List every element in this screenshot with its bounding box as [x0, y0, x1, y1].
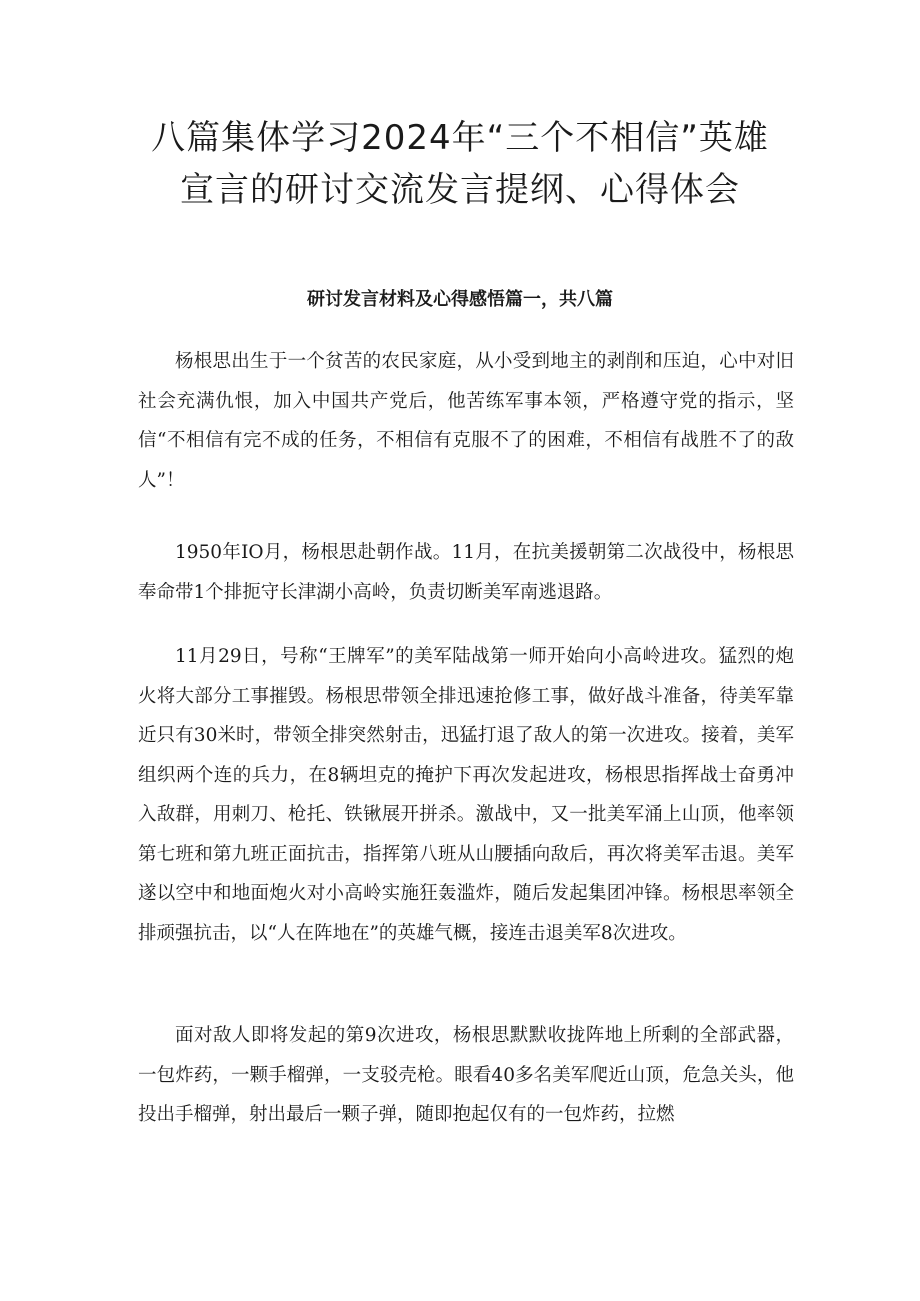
title-line-2: 宣言的研讨交流发言提纲、心得体会 [180, 170, 740, 210]
body-paragraph: 面对敌人即将发起的第9次进攻，杨根思默默收拢阵地上所剩的全部武器，一包炸药，一颗手榴弹，一支驳壳枪。眼看40多名美军爬近山顶，危急关头，他投出手榴弹，射出最后一颗子弹，随即抱起仅有的一包炸药，拉燃 [138, 1025, 794, 1125]
body-paragraph: 1950年IO月，杨根思赴朝作战。11月，在抗美援朝第二次战役中，杨根思奉命带1个排扼守长津湖小高岭，负责切断美军南逃退路。 [138, 542, 794, 603]
body-paragraph: 11月29日，号称“王牌军”的美军陆战第一师开始向小高岭进攻。猛烈的炮火将大部分工事摧毁。杨根思带领全排迅速抢修工事，做好战斗准备，待美军靠近只有30米时，带领全排突然射击，迅猛打退了敌人的第一次进攻。接着，美军组织两个连的兵力，在8辆坦克的掩护下再次发起进攻，杨根思指挥战士奋勇冲入敌群，用刺刀、枪托、铁锹展开拼杀。激战中，又一批美军涌上山顶，他率领第七班和第九班正面抗击，指挥第八班从山腰插向敌后，再次将美军击退。美军遂以空中和地面炮火对小高岭实施狂轰滥炸，随后发起集团冲锋。杨根思率领全排顽强抗击，以“人在阵地在”的英雄气概，接连击退美军8次进攻。 [138, 646, 794, 944]
body-paragraph: 杨根思出生于一个贫苦的农民家庭，从小受到地主的剥削和压迫，心中对旧社会充满仇恨，加入中国共产党后，他苦练军事本领，严格遵守党的指示，坚信“不相信有完不成的任务，不相信有克服不了的困难，不相信有战胜不了的敌人”！ [138, 351, 794, 491]
document-title [120, 112, 800, 216]
section-heading: 研讨发言材料及心得感悟篇一，共八篇 [307, 289, 613, 310]
title-line-1: 八篇集体学习2024年“三个不相信”英雄 [151, 118, 769, 158]
